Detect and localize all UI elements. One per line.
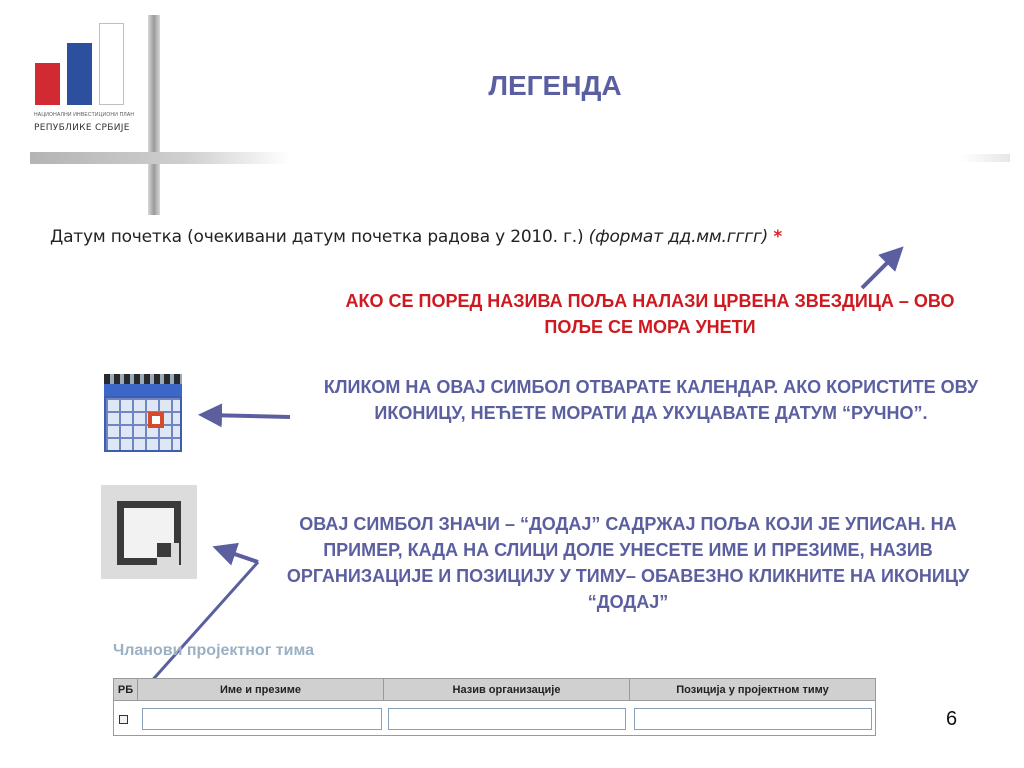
arrow-to-star	[862, 252, 898, 288]
team-table-header	[114, 679, 875, 701]
name-input[interactable]	[142, 708, 382, 730]
team-table-title: Чланови пројектног тима	[113, 642, 314, 659]
column-header-position: Позиција у пројектном тиму	[676, 684, 829, 696]
required-note: АКО СЕ ПОРЕД НАЗИВА ПОЉА НАЛАЗИ ЦРВЕНА ЗВЕЗДИЦА – ОВО ПОЉЕ СЕ МОРА УНЕТИ	[345, 291, 955, 337]
page-number: 6	[946, 708, 958, 730]
date-field-label-main: Датум почетка (очекивани датум почетка радова у 2010. г.)	[50, 227, 584, 247]
arrow-to-calendar	[206, 415, 290, 417]
required-star: *	[773, 227, 783, 247]
column-header-rb: РБ	[114, 679, 138, 701]
row-add-icon[interactable]	[119, 715, 128, 724]
team-table	[113, 678, 876, 736]
slide-title: ЛЕГЕНДА	[488, 70, 622, 101]
position-input[interactable]	[634, 708, 872, 730]
arrow-to-table-icon	[140, 562, 258, 694]
date-field-format: (формат дд.мм.гггг)	[588, 227, 769, 247]
calendar-note: КЛИКОМ НА ОВАЈ СИМБОЛ ОТВАРАТЕ КАЛЕНДАР. АКО КОРИСТИТЕ ОВУ ИКОНИЦУ, НЕЋЕТЕ МОРАТИ ДА УКУЦАВАТЕ ДАТУМ “РУЧНО”.	[323, 377, 979, 423]
organization-input[interactable]	[388, 708, 626, 730]
arrow-to-add-icon	[220, 549, 258, 562]
add-note: ОВАЈ СИМБОЛ ЗНАЧИ – “ДОДАЈ” САДРЖАЈ ПОЉА КОЈИ ЈЕ УПИСАН. НА ПРИМЕР, КАДА НА СЛИЦИ ДОЛЕ УНЕСЕТЕ ИМЕ И ПРЕЗИМЕ, НАЗИВ ОРГАНИЗАЦИЈЕ И ПОЗИЦИЈУ У ТИМУ– ОБАВЕЗНО КЛИКНИТЕ НА ИКОНИЦУ “ДОДАЈ”	[286, 514, 970, 612]
column-header-organization: Назив организације	[384, 679, 630, 701]
logo-caption-small: НАЦИОНАЛНИ ИНВЕСТИЦИОНИ ПЛАН	[34, 112, 135, 118]
logo-caption: РЕПУБЛИКЕ СРБИЈЕ	[34, 123, 130, 133]
column-header-name: Име и презиме	[138, 679, 384, 701]
